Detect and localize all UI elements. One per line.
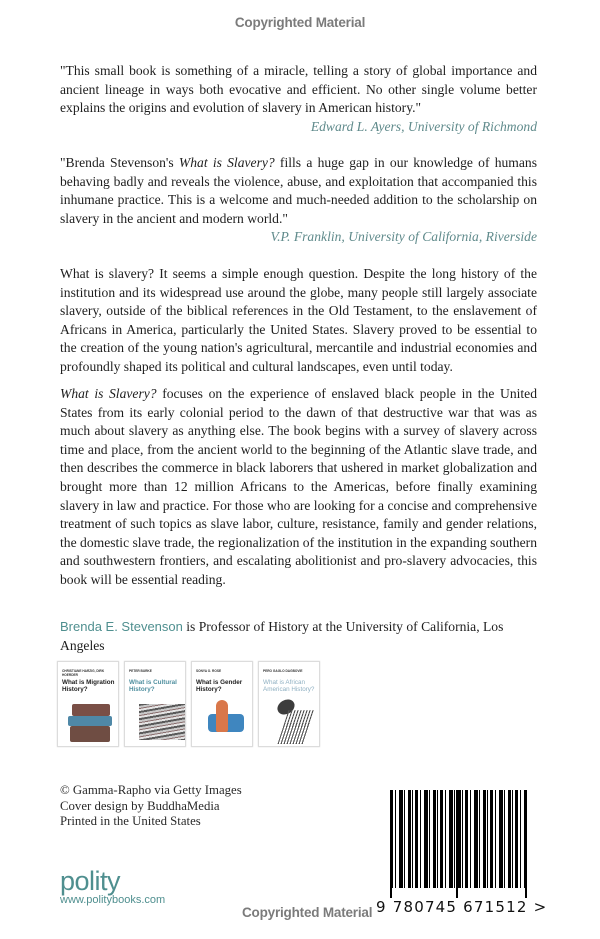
review-quote-2 xyxy=(60,154,537,247)
series-book-cover-cultural xyxy=(124,661,186,747)
review-quote-1 xyxy=(60,62,537,136)
figure-image xyxy=(216,700,228,732)
barcode-guard-right xyxy=(525,790,527,900)
publisher-logo xyxy=(60,868,165,907)
quote-text xyxy=(60,154,537,228)
copyright-watermark-bottom: Copyrighted Material xyxy=(242,905,373,920)
isbn-digits: 9 780745 671512 > xyxy=(376,898,548,916)
quote-text-start: "Brenda Stevenson's xyxy=(60,155,179,170)
barcode-bars xyxy=(390,790,526,888)
barcode-guard-center xyxy=(456,790,458,900)
author-bio-text: is Professor of History at the University of California, Los Angeles xyxy=(60,619,504,653)
blurb-text-rest: focuses on the experience of enslaved black people in the United States from its early colonial period to the dawn of that destructive war that was as much about slavery as anything else. The book begins with a survey of slavery across time and place, from the ancient world to the beginning of the Atlantic slave trade, and then describes the commerce in black laborers that ushered in market globalization and brought more than 12 million Africans to the Americas, before finally examining slavery in law and practice. For those who are looking for a concise and comprehensive treatment of such topics as slave labor, culture, resistance, family and gender relations, the domestic slave trade, the regionalization of the institution in the expanding southern and southwestern frontiers, and escalating abolitionist and pro-slavery advocacies, this book will be essential reading. xyxy=(60,386,537,587)
author-bio xyxy=(60,618,537,655)
book-title-italic: What is Slavery? xyxy=(178,155,275,170)
series-book-author: PERO GAGLO DAGBOVIE xyxy=(263,669,303,673)
publisher-name: polity xyxy=(60,866,121,896)
blurb-paragraph-2 xyxy=(60,385,537,590)
series-book-cover-migration xyxy=(57,661,119,747)
printed-in: Printed in the United States xyxy=(60,814,201,829)
series-book-author: CHRISTIANE HARZIG, DIRK HOERDER xyxy=(62,669,105,677)
quote-text-end: fills a huge gap in our knowledge of humans behaving badly and reveals the violence, abuse, and exploitation that accompanied this inhumane practice. This is a welcome and much-needed addition to the scholarship on slavery in the ancient and modern world." xyxy=(60,155,537,226)
series-book-title: What is African American History? xyxy=(263,679,315,693)
blurb-text xyxy=(60,385,537,590)
series-book-title: What is Gender History? xyxy=(196,679,243,693)
series-book-author: PETER BURKE xyxy=(129,669,152,673)
quote-text: "This small book is something of a miracle, telling a story of global importance and ancient lineage in ways both evocative and efficient. No other single volume better explains the origins and evolution of slavery in American history." xyxy=(60,63,537,116)
series-book-cover-african-american xyxy=(258,661,320,747)
blurb-text: What is slavery? It seems a simple enough question. Despite the long history of the institution and its widespread use around the globe, many people still largely associate slavery, outside of the biblical references in the Old Testament, to the enslavement of Africans in America, particularly the United States. Slavery proved to be essential to the creation of the young nation's agricultural, mercantile and industrial economies and profoundly shaped its political and cultural landscapes, even until today. xyxy=(60,266,537,374)
blurb-paragraph-1 xyxy=(60,265,537,377)
series-book-author: SONYA O. ROSE xyxy=(196,669,222,673)
publisher-url: www.politybooks.com xyxy=(60,894,166,906)
book-title-italic: What is Slavery? xyxy=(60,386,157,401)
series-book-title: What is Migration History? xyxy=(62,679,115,693)
cover-credits xyxy=(60,783,242,830)
quote-attribution: V.P. Franklin, University of California, Riverside xyxy=(270,229,537,245)
author-name: Brenda E. Stevenson xyxy=(60,619,183,634)
barcode-guard-left xyxy=(390,790,392,900)
suitcase-image xyxy=(70,726,110,742)
design-credit: Cover design by BuddhaMedia xyxy=(60,798,220,813)
series-books-row xyxy=(57,661,320,747)
photo-credit: © Gamma-Rapho via Getty Images xyxy=(60,783,242,797)
suitcase-image xyxy=(68,716,112,726)
paper-stack-image xyxy=(139,704,185,740)
series-book-title: What is Cultural History? xyxy=(129,679,177,693)
afro-comb-teeth xyxy=(277,710,314,744)
isbn-barcode xyxy=(388,790,538,900)
quote-attribution: Edward L. Ayers, University of Richmond xyxy=(310,118,537,134)
series-book-cover-gender xyxy=(191,661,253,747)
suitcase-image xyxy=(72,704,110,716)
copyright-watermark-top: Copyrighted Material xyxy=(234,15,366,30)
